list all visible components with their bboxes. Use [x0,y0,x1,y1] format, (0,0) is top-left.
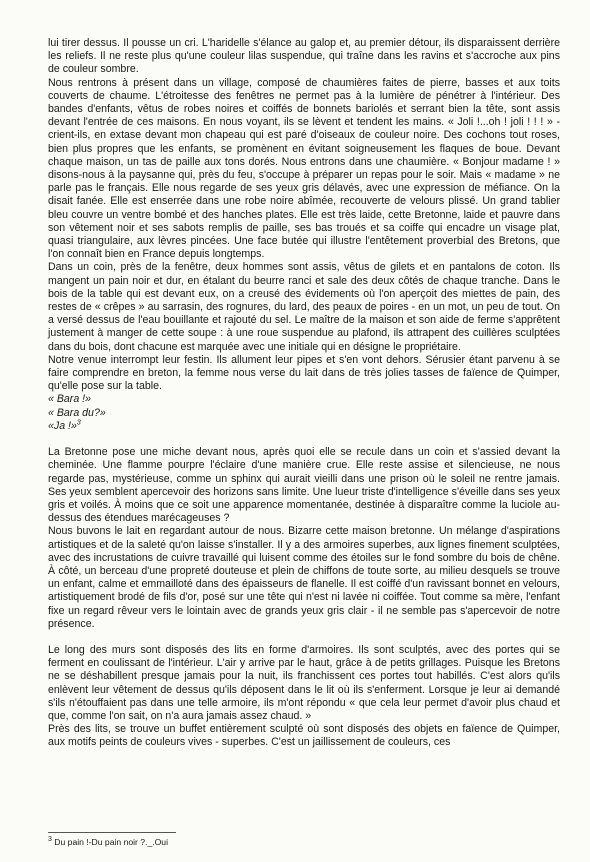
paragraph-1: lui tirer dessus. Il pousse un cri. L'haridelle s'élance au galop et, au premier détour, ils disparaissent derrière les reliefs. Il ne reste plus qu'une couleur lilas suspendue, qui traîne dans les ravins et s'accroche aux pins de couleur sombre. [48,37,560,76]
paragraph-3: Dans un coin, près de la fenêtre, deux hommes sont assis, vêtus de gilets et en pantalons de coton. Ils mangent un pain noir et dur, en étalant du beurre ranci et sale des deux côtés de chaque tranche. Dans le bois de la table qui est devant eux, on a creusé des évidements où l'on aperçoit des miettes de pain, des restes de « crêpes » au sarrasin, des rognures, du lard, des peaux de poires - en un mot, un peu de tout. On a versé dessus de l'eau bouillante et rajouté du sel. Le maître de la maison et son aide de ferme s'apprêtent justement à manger de cette soupe : à une roue suspendue au plafond, ils attrapent des cuillères sculptées dans du bois, dont chacune est marquée avec une initiale qui en désigne le propriétaire. [48,261,560,353]
footnote-number: 3 [48,836,52,844]
paragraph-gap [48,631,560,644]
paragraph-5: La Bretonne pose une miche devant nous, après quoi elle se recule dans un coin et s'assied devant la cheminée. Une flamme pourpre l'éclaire d'une manière crue. Elle reste assise et silencieuse, ne nous regarde pas, mystérieuse, comme un sphinx qui aurait vieilli dans une prison où le soleil ne rentre jamais. Ses yeux semblent apercevoir des horizons sans limite. Une lueur triste d'intelligence s'éveille dans ses yeux gris et voilés. À moins que ce soit une apparence momentanée, destinée à disparaître comme la luciole au-dessus des étendues marécageuses ? [48,446,560,525]
dialogue-line-1: « Bara !» [48,393,91,406]
dialogue-line-2: « Bara du?» [48,406,106,419]
footnote-divider [48,832,176,833]
dialogue-line-3 [48,420,560,433]
paragraph-7: Le long des murs sont disposés des lits en forme d'armoires. Ils sont sculptés, avec des portes qui se ferment en coulissant de l'intérieur. L'air y arrive par le haut, grâce à de petits grillages. Puisque les Bretons ne se déshabillent presque jamais pour la nuit, ils franchissent ces portes tout habillés. C'est alors qu'ils enlèvent leur vêtement de dessus qu'ils déposent dans le lit où ils s'enferment. Lorsque je leur ai demandé s'ils n'étouffaient pas dans une telle armoire, ils m'ont répondu « que cela leur permet d'avoir plus chaud et que, comme l'on sait, on n'a aura jamais assez chaud. » [48,643,560,722]
paragraph-gap [48,433,560,446]
paragraph-4: Notre venue interrompt leur festin. Ils allument leur pipes et s'en vont dehors. Sérusier étant parvenu à se faire comprendre en breton, la femme nous verse du lait dans de très jolies tasses de faïence de Quimper, qu'elle pose sur la table. [48,353,560,393]
paragraph-6: Nous buvons le lait en regardant autour de nous. Bizarre cette maison bretonne. Un mélange d'aspirations artistiques et de la saleté qu'on laisse s'installer. Il y a des armoires superbes, aux lignes finement sculptées, avec des incrustations de cuivre travaillé qui luisent comme des étoiles sur le fond sombre du bois de chêne. À côté, un berceau d'une propreté douteuse et plein de chiffons de toute sorte, au milieu desquels se trouve un enfant, calme et emmailloté dans des épaisseurs de flanelle. Il est coiffé d'un ravissant bonnet en velours, artistiquement brodé de fils d'or, posé sur une tête qui n'est ni lavée ni coiffée. Tout comme sa mère, l'enfant fixe un regard rêveur vers le lointain avec de grands yeux gris clair - il ne semble pas s'apercevoir de notre présence. [48,525,560,630]
dialogue-line-3-text: «Ja !» [48,419,77,432]
footnote-text: Du pain !-Du pain noir ?._.Oui [54,837,168,847]
paragraph-8: Près des lits, se trouve un buffet entièrement sculpté où sont disposés des objets en faïence de Quimper, aux motifs peints de couleurs vives - superbes. C'est un jaillissement de couleurs, ces [48,723,560,749]
paragraph-2: Nous rentrons à présent dans un village, composé de chaumières faites de pierre, basses et aux toits couverts de chaume. L'étroitesse des fenêtres ne permet pas à la lumière de pénétrer à l'intérieur. Des bandes d'enfants, vêtus de robes noires et coiffés de bonnets bariolés et serrant bien la tête, sont assis devant l'entrée de ces maisons. En nous voyant, ils se lèvent et tendent les mains. « Joli !...oh ! joli ! ! ! » - crient-ils, en extase devant mon chapeau qui est paré d'oiseaux de couleur noire. Des cochons tout roses, bien plus propres que les enfants, se promènent en évitant soigneusement les flaques de boue. Devant chaque maison, un tas de paille aux tons dorés. Nous entrons dans une chaumière. « Bonjour madame ! » disons-nous à la paysanne qui, près du feu, s'occupe à préparer un repas pour le soir. Mais « madame » ne parle pas le français. Elle nous regarde de ses yeux gris délavés, avec une expression de méfiance. On la disait fanée. Elle est enserrée dans une robe noire abîmée, recouverte de velours plissé. Un grand tablier bleu couvre un ventre bombé et des hanches plates. Elle est très laide, cette Bretonne, laide et pauvre dans son vêtement noir et ses sabots remplis de paille, ses bas troués et sa coiffe qui encadre un visage plat, quasi triangulaire, aux lèvres pincées. Une face butée qui illustre l'entêtement proverbial des Bretons, que l'on connaît bien en France depuis longtemps. [48,76,560,261]
footnote [48,837,168,847]
footnote-reference: 3 [76,419,81,427]
